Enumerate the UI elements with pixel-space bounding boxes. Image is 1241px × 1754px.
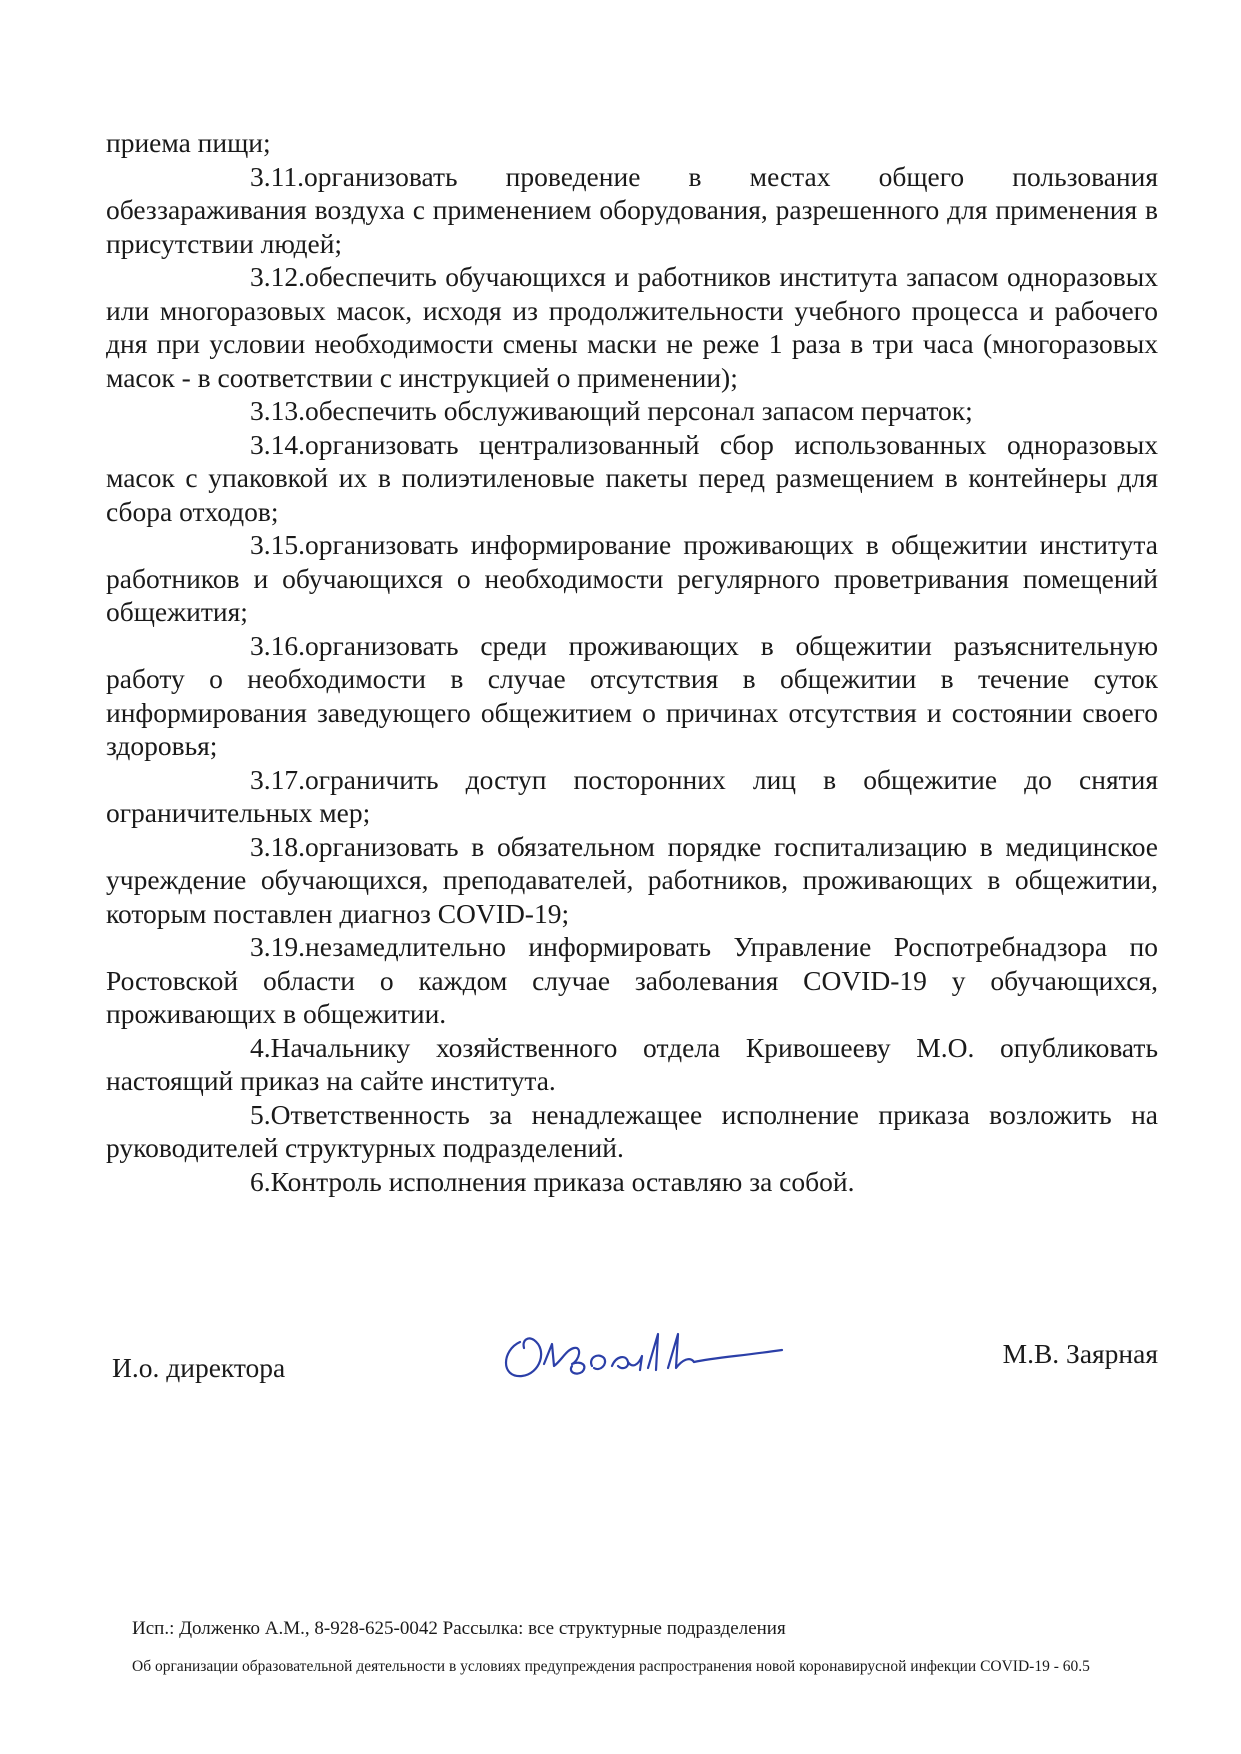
paragraph-5 [106, 1098, 1158, 1165]
paragraph-3-12 [106, 260, 1158, 394]
footer-document-title: Об организации образовательной деятельности в условиях предупреждения распространения новой коронавирусной инфекции COVID-19 - 60.5 [132, 1658, 1090, 1675]
paragraph-text: Ответственность за ненадлежащее исполнение приказа возложить на руководителей структурных подразделений. [106, 1098, 1158, 1163]
paragraph-text: обеспечить обслуживающий персонал запасом перчаток; [305, 395, 973, 426]
paragraph-continuation [106, 126, 1158, 160]
paragraph-4 [106, 1031, 1158, 1098]
paragraph-number: 6. [250, 1165, 271, 1197]
paragraph-number: 3.14. [250, 428, 305, 460]
paragraph-number: 3.18. [250, 830, 305, 862]
paragraph-text: Контроль исполнения приказа оставляю за собой. [270, 1165, 855, 1197]
paragraph-text: организовать проведение в местах общего пользования обеззараживания воздуха с применением оборудования, разрешенного для применения в присутствии людей; [106, 160, 1158, 259]
signature-block [112, 1338, 1158, 1398]
paragraph-number: 4. [250, 1031, 271, 1063]
paragraph-text: незамедлительно информировать Управление Роспотребнадзора по Ростовской области о каждом случае заболевания COVID-19 у обучающихся, проживающих в общежитии. [106, 931, 1158, 1029]
paragraph-3-18 [106, 830, 1158, 931]
paragraph-text: ограничить доступ посторонних лиц в общежитие до снятия ограничительных мер; [106, 763, 1158, 828]
paragraph-3-11 [106, 160, 1158, 261]
paragraph-number: 3.19. [250, 931, 305, 962]
paragraph-number: 3.12. [250, 261, 305, 292]
paragraph-number: 3.11. [250, 160, 304, 192]
paragraph-text: организовать информирование проживающих в общежитии института работников и обучающихся о необходимости регулярного проветривания помещений общежития; [106, 529, 1158, 627]
paragraph-number: 5. [250, 1098, 271, 1130]
paragraph-number: 3.16. [250, 629, 305, 661]
paragraph-3-17 [106, 763, 1158, 830]
paragraph-text: приема пищи; [106, 127, 271, 158]
document-body [106, 126, 1158, 1198]
paragraph-3-19 [106, 930, 1158, 1031]
signatory-position: И.о. директора [112, 1352, 286, 1383]
handwritten-signature [482, 1320, 812, 1390]
paragraph-3-16 [106, 629, 1158, 763]
paragraph-number: 3.15. [250, 529, 305, 560]
paragraph-3-13 [106, 394, 1158, 428]
paragraph-text: организовать в обязательном порядке госпитализацию в медицинское учреждение обучающихся, преподавателей, работников, проживающих в общежитии, которым поставлен диагноз COVID-19; [106, 830, 1158, 929]
paragraph-text: обеспечить обучающихся и работников института запасом одноразовых или многоразовых масок, исходя из продолжительности учебного процесса и рабочего дня при условии необходимости смены маски не реже 1 раза в три часа (многоразовых масок - в соответствии с инструкцией о применении); [106, 261, 1158, 393]
footer-executor: Исп.: Долженко А.М., 8-928-625-0042 Рассылка: все структурные подразделения [132, 1618, 786, 1639]
paragraph-3-15 [106, 528, 1158, 629]
paragraph-6 [106, 1165, 1158, 1199]
paragraph-text: организовать среди проживающих в общежитии разъяснительную работу о необходимости в случае отсутствия в общежитии в течение суток информирования заведующего общежитием о причинах отсутствия и состоянии своего здоровья; [106, 629, 1158, 761]
paragraph-text: Начальнику хозяйственного отдела Кривошееву М.О. опубликовать настоящий приказ на сайте института. [106, 1031, 1158, 1096]
paragraph-number: 3.13. [250, 395, 305, 426]
paragraph-3-14 [106, 428, 1158, 529]
paragraph-number: 3.17. [250, 763, 305, 795]
signatory-name: М.В. Заярная [1002, 1338, 1158, 1369]
paragraph-text: организовать централизованный сбор использованных одноразовых масок с упаковкой их в полиэтиленовые пакеты перед размещением в контейнеры для сбора отходов; [106, 428, 1158, 527]
